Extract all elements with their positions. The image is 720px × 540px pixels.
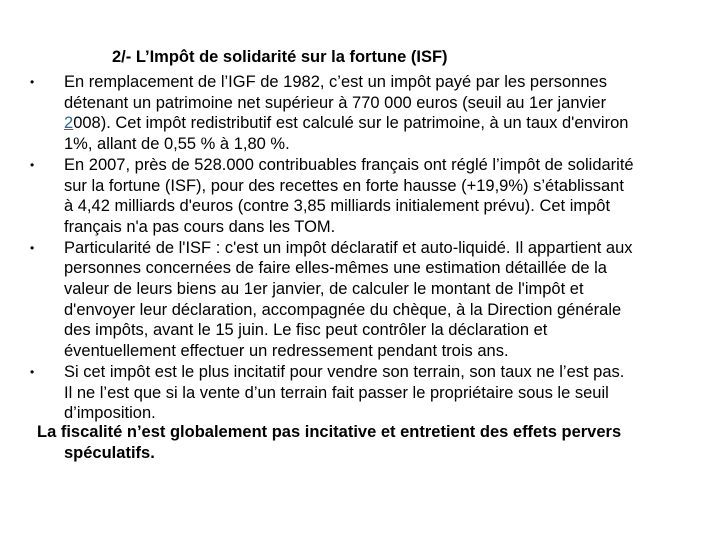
bullet-1-line-4: 1%, allant de 0,55 % à 1,80 %. [64, 135, 290, 154]
bullet-3-line-3: valeur de leurs biens au 1er janvier, de calculer le montant de l'impôt et [64, 280, 584, 299]
bullet-4-line-1: Si cet impôt est le plus incitatif pour vendre son terrain, son taux ne l’est pas. [64, 362, 625, 381]
bullet-4-line-3: d’imposition. [64, 404, 156, 423]
bullet-2-line-3: à 4,42 milliards d'euros (contre 3,85 milliards initialement prévu). Cet impôt [64, 197, 611, 216]
bullet-item-isf-particularity [0, 238, 694, 362]
bullet-icon: • [30, 240, 35, 255]
bullet-icon: • [30, 157, 35, 172]
conclusion [37, 422, 621, 463]
bullet-item-igf-replacement [0, 72, 694, 155]
bullet-1-line-1: En remplacement de l’IGF de 1982, c’est un impôt payé par les personnes [64, 73, 607, 91]
bullet-1-line-2: détenant un patrimoine net supérieur à 770 000 euros (seuil au 1er janvier [64, 93, 607, 112]
bullet-icon: • [30, 364, 35, 379]
bullet-item-land-sale [0, 362, 694, 424]
bullet-icon: • [30, 75, 35, 89]
bullet-list [0, 72, 720, 424]
year-link[interactable]: 2 [64, 114, 74, 133]
bullet-2-line-4: français n'a pas cours dans les TOM. [64, 217, 336, 236]
bullet-3-line-4: d'envoyer leur déclaration, accompagnée du chèque, à la Direction générale [64, 300, 622, 319]
bullet-item-2007-taxpayers [0, 155, 694, 238]
bullet-2-line-2: sur la fortune (ISF), pour des recettes en forte hausse (+19,9%) s’établissant [64, 176, 624, 195]
bullet-1-line-3 [64, 113, 694, 134]
conclusion-line-2: spéculatifs. [64, 443, 155, 462]
conclusion-line-1: La fiscalité n’est globalement pas incitative et entretient des effets pervers [37, 423, 622, 441]
bullet-3-line-5: des impôts, avant le 15 juin. Le fisc peut contrôler la déclaration et [64, 321, 548, 340]
bullet-3-line-1: Particularité de l'ISF : c'est un impôt déclaratif et auto-liquidé. Il appartient aux [64, 238, 633, 257]
bullet-3-line-2: personnes concernées de faire elles-mêmes une estimation détaillée de la [64, 259, 607, 278]
bullet-3-line-6: éventuellement effectuer un redressement pendant trois ans. [64, 342, 509, 361]
slide-title: 2/- L’Impôt de solidarité sur la fortune (ISF) [112, 48, 448, 66]
bullet-1-line-3-text: 008). Cet impôt redistributif est calculé sur le patrimoine, à un taux d'environ [73, 114, 629, 133]
bullet-2-line-1: En 2007, près de 528.000 contribuables français ont réglé l’impôt de solidarité [64, 155, 634, 174]
bullet-4-line-2: Il ne l’est que si la vente d’un terrain fait passer le propriétaire sous le seuil [64, 383, 609, 402]
